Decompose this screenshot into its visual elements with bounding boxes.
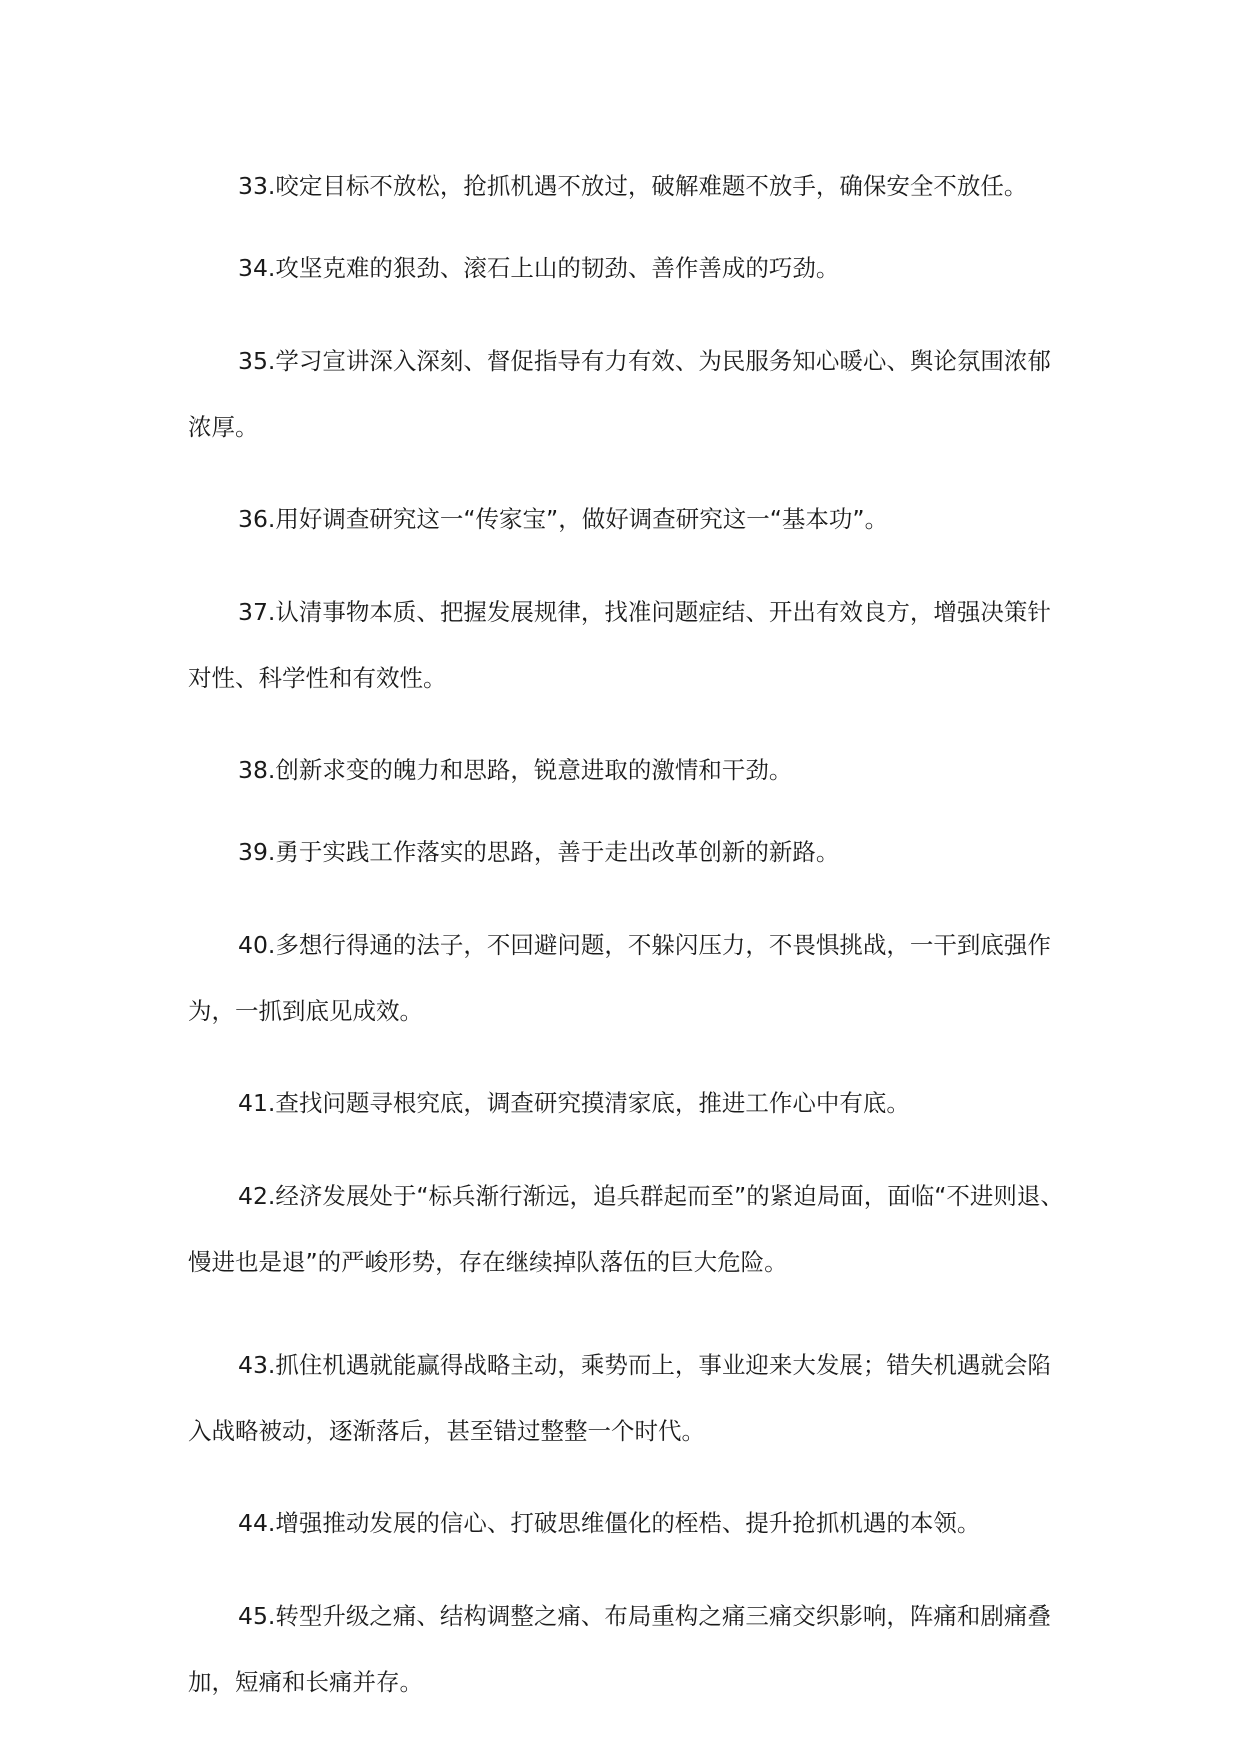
paragraph-43: 43.抓住机遇就能赢得战略主动，乘势而上，事业迎来大发展；错失机遇就会陷入战略被动，逐渐落后，甚至错过整整一个时代。 <box>188 1351 1051 1445</box>
paragraph-39: 39.勇于实践工作落实的思路，善于走出改革创新的新路。 <box>238 838 840 866</box>
paragraph-38: 38.创新求变的魄力和思路，锐意进取的激情和干劲。 <box>238 756 793 784</box>
paragraph-33: 33.咬定目标不放松，抢抓机遇不放过，破解难题不放手，确保安全不放任。 <box>238 172 1028 200</box>
paragraph-37: 37.认清事物本质、把握发展规律，找准问题症结、开出有效良方，增强决策针对性、科学性和有效性。 <box>188 598 1051 692</box>
paragraph-44: 44.增强推动发展的信心、打破思维僵化的桎梏、提升抢抓机遇的本领。 <box>238 1509 981 1537</box>
paragraph-34: 34.攻坚克难的狠劲、滚石上山的韧劲、善作善成的巧劲。 <box>238 254 840 282</box>
document-body <box>188 164 1068 1752</box>
paragraph-42: 42.经济发展处于“标兵渐行渐远，追兵群起而至”的紧迫局面，面临“不进则退、慢进也是退”的严峻形势，存在继续掉队落伍的巨大危险。 <box>188 1182 1064 1276</box>
paragraph-36: 36.用好调查研究这一“传家宝”，做好调查研究这一“基本功”。 <box>238 505 889 533</box>
paragraph-35: 35.学习宣讲深入深刻、督促指导有力有效、为民服务知心暖心、舆论氛围浓郁浓厚。 <box>188 347 1051 441</box>
paragraph-45: 45.转型升级之痛、结构调整之痛、布局重构之痛三痛交织影响，阵痛和剧痛叠加，短痛和长痛并存。 <box>188 1602 1051 1696</box>
paragraph-40: 40.多想行得通的法子，不回避问题，不躲闪压力，不畏惧挑战，一干到底强作为，一抓到底见成效。 <box>188 931 1051 1025</box>
paragraph-41: 41.查找问题寻根究底，调查研究摸清家底，推进工作心中有底。 <box>238 1089 910 1117</box>
